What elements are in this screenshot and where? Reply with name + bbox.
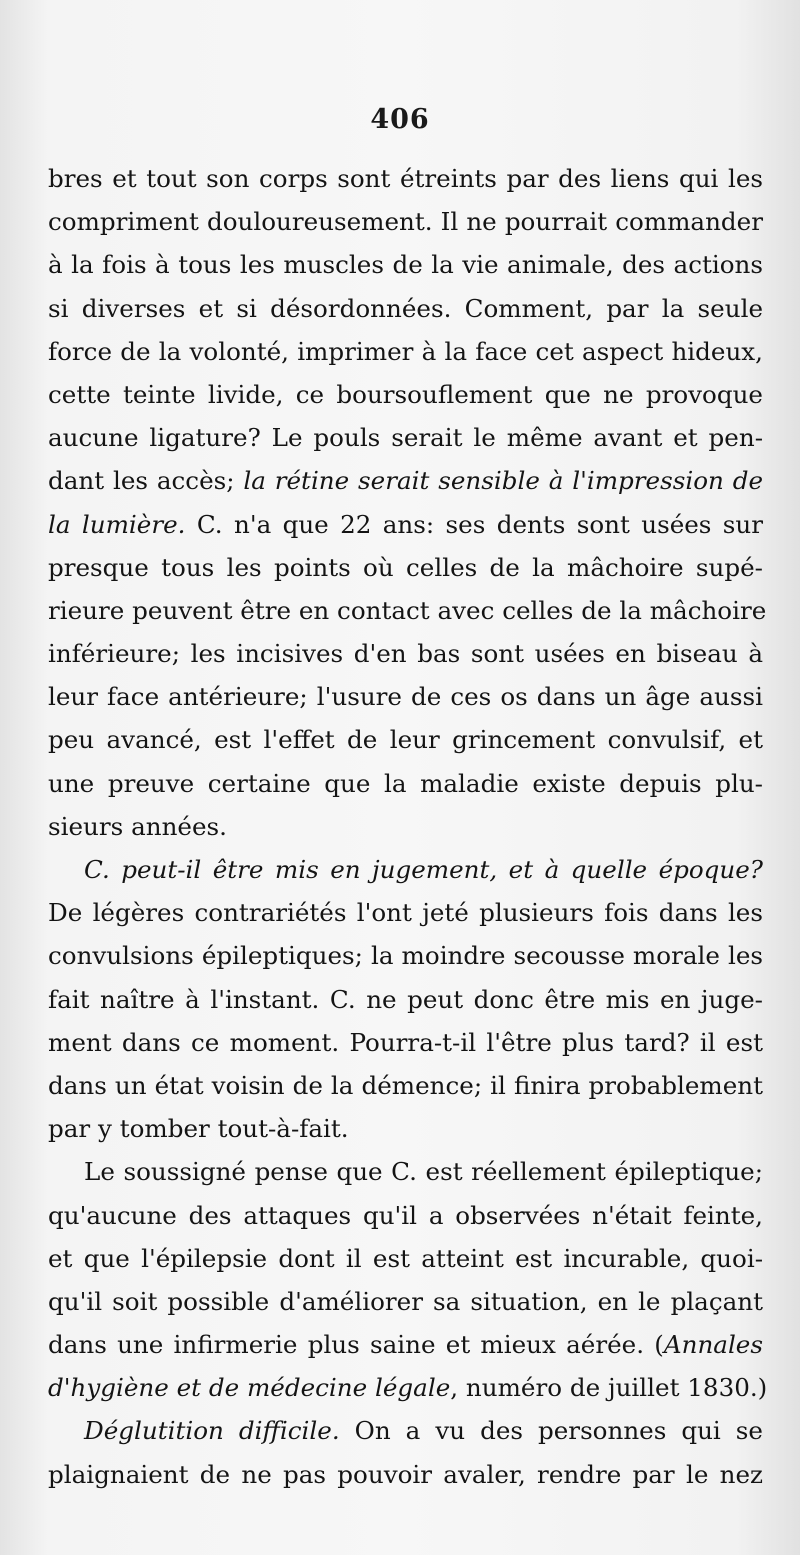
text-segment: force de la volonté, imprimer à la face cet aspect hideux, bbox=[48, 336, 763, 366]
text-segment: cette teinte livide, ce boursouflement que ne provoque bbox=[48, 379, 763, 409]
text-line bbox=[48, 805, 763, 848]
text-segment: presque tous les points où celles de la mâchoire supé- bbox=[48, 552, 763, 582]
text-segment: fait naître à l'instant. C. ne peut donc être mis en juge- bbox=[48, 984, 763, 1014]
text-line bbox=[48, 1194, 763, 1237]
text-line bbox=[48, 1366, 768, 1409]
text-line bbox=[48, 632, 763, 675]
text-segment: rieure peuvent être en contact avec celles de la mâchoire bbox=[48, 595, 767, 625]
text-segment: bres et tout son corps sont étreints par des liens qui les bbox=[48, 164, 763, 193]
italic-text-segment: d'hygiène et de médecine légale bbox=[48, 1373, 451, 1403]
text-line bbox=[48, 1150, 763, 1193]
text-line bbox=[48, 416, 763, 459]
text-line bbox=[48, 762, 763, 805]
text-line bbox=[48, 546, 763, 589]
text-segment: et que l'épilepsie dont il est atteint est incurable, quoi- bbox=[48, 1243, 763, 1273]
text-line bbox=[48, 1409, 763, 1452]
text-line bbox=[48, 1107, 763, 1150]
text-line bbox=[48, 1453, 763, 1496]
text-segment: inférieure; les incisives d'en bas sont usées en biseau à bbox=[48, 639, 763, 669]
text-line bbox=[48, 287, 763, 330]
text-line bbox=[48, 934, 763, 977]
text-line bbox=[48, 848, 763, 891]
italic-text-segment: la lumière. bbox=[48, 509, 186, 539]
italic-text-segment: C. peut-il être mis en jugement, et à quelle époque? bbox=[84, 855, 763, 884]
text-line bbox=[48, 978, 763, 1021]
text-line bbox=[48, 243, 763, 286]
text-line bbox=[48, 330, 763, 373]
text-line bbox=[48, 589, 767, 632]
text-segment: une preuve certaine que la maladie existe depuis plu- bbox=[48, 768, 763, 798]
italic-text-segment: la rétine serait sensible à l'impression de bbox=[243, 466, 763, 496]
text-segment: plaignaient de ne pas pouvoir avaler, rendre par le nez bbox=[48, 1459, 763, 1489]
text-segment: dant les accès; bbox=[48, 466, 244, 496]
text-line bbox=[48, 503, 763, 546]
text-segment: dans une infirmerie plus saine et mieux aérée. ( bbox=[48, 1330, 664, 1360]
text-line bbox=[48, 459, 763, 502]
text-segment: par y tomber tout-à-fait. bbox=[48, 1114, 349, 1144]
text-segment: qu'il soit possible d'améliorer sa situation, en le plaçant bbox=[48, 1286, 763, 1316]
text-segment: peu avancé, est l'effet de leur grincement convulsif, et bbox=[48, 725, 763, 755]
text-line bbox=[48, 891, 763, 934]
text-segment: On a vu des personnes qui se bbox=[339, 1416, 763, 1446]
text-segment: à la fois à tous les muscles de la vie animale, des actions bbox=[48, 250, 763, 280]
text-segment: ment dans ce moment. Pourra-t-il l'être plus tard? il est bbox=[48, 1027, 763, 1057]
text-line bbox=[48, 373, 763, 416]
italic-text-segment: Déglutition difficile. bbox=[84, 1416, 340, 1446]
text-line bbox=[48, 157, 763, 200]
text-segment: qu'aucune des attaques qu'il a observées n'était feinte, bbox=[48, 1200, 763, 1230]
body-text bbox=[48, 157, 768, 1496]
text-line bbox=[48, 1323, 763, 1366]
text-segment: convulsions épileptiques; la moindre secousse morale les bbox=[48, 941, 763, 971]
text-segment: dans un état voisin de la démence; il finira probablement bbox=[48, 1070, 763, 1100]
text-segment: , numéro de juillet 1830.) bbox=[450, 1373, 768, 1403]
text-segment: si diverses et si désordonnées. Comment, par la seule bbox=[48, 293, 763, 323]
text-line bbox=[48, 1064, 763, 1107]
text-segment: aucune ligature? Le pouls serait le même avant et pen- bbox=[48, 423, 763, 453]
italic-text-segment: Annales bbox=[663, 1330, 763, 1360]
text-segment: Le soussigné pense que C. est réellement épileptique; bbox=[84, 1157, 763, 1187]
text-segment: compriment douloureusement. Il ne pourrait commander bbox=[48, 207, 763, 237]
text-segment: sieurs années. bbox=[48, 811, 227, 841]
text-segment: De légères contrariétés l'ont jeté plusieurs fois dans les bbox=[48, 898, 763, 928]
text-line bbox=[48, 675, 763, 718]
text-line bbox=[48, 718, 763, 761]
text-segment: C. n'a que 22 ans: ses dents sont usées sur bbox=[185, 509, 764, 539]
text-line bbox=[48, 1237, 763, 1280]
text-line bbox=[48, 1021, 763, 1064]
page-number: 406 bbox=[370, 104, 430, 135]
text-line bbox=[48, 1280, 763, 1323]
text-segment: leur face antérieure; l'usure de ces os dans un âge aussi bbox=[48, 682, 763, 712]
text-line bbox=[48, 200, 763, 243]
